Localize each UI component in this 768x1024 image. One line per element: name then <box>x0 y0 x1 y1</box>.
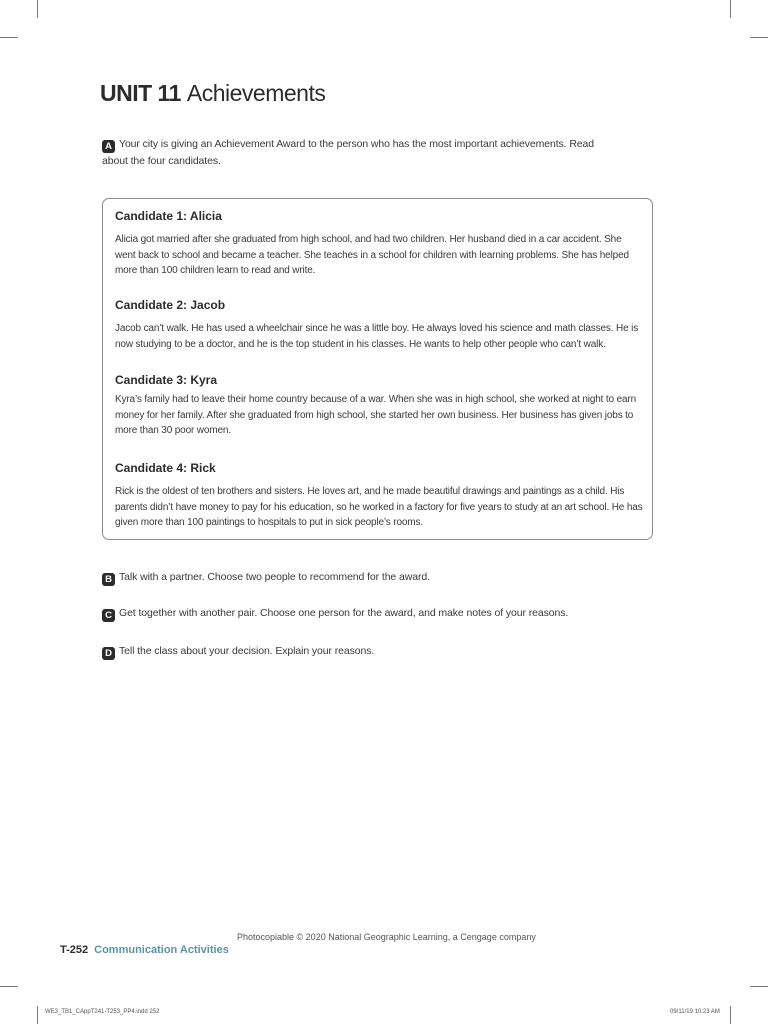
candidate-title: Candidate 2: Jacob <box>115 298 226 312</box>
task-a <box>102 136 622 169</box>
task-d-text: Tell the class about your decision. Explain your reasons. <box>119 645 375 657</box>
task-c-text: Get together with another pair. Choose one person for the award, and make notes of your reasons. <box>119 607 569 619</box>
task-a-text: Your city is giving an Achievement Award to the person who has the most important achievements. Read about the four candidates. <box>102 138 595 167</box>
crop-mark-right-upper <box>750 37 768 38</box>
candidate-description: Rick is the oldest of ten brothers and sisters. He loves art, and he made beautiful drawings and paintings as a child. His parents didn’t have money to pay for his education, so he worked in a factory for five years to study at an art school. He has given more than 100 paintings to hospitals to put in sick people’s rooms. <box>115 486 643 528</box>
crop-mark-bottom-right <box>730 1006 731 1024</box>
candidate-title: Candidate 3: Kyra <box>115 373 218 387</box>
crop-mark-bottom-left <box>37 1006 38 1024</box>
unit-title: Achievements <box>186 80 326 106</box>
page-number: T-252 <box>60 944 89 956</box>
crop-mark-left-lower <box>0 986 18 987</box>
candidate-description: Alicia got married after she graduated from high school, and had two children. Her husband died in a car accident. She went back to school and became a teacher. She teaches in a school for children with learning problems. She has helped more than 100 children learn to read and write. <box>115 234 629 276</box>
copyright-notice: Photocopiable © 2020 National Geographic Learning, a Cengage company <box>237 932 536 942</box>
crop-mark-top-right <box>730 0 731 18</box>
crop-mark-top-left <box>37 0 38 18</box>
slug-filename: WE3_TB1_CAppT241-T253_PP4.indd 252 <box>45 1009 160 1015</box>
task-letter-badge: B <box>102 573 115 586</box>
task-b-text: Talk with a partner. Choose two people to recommend for the award. <box>119 571 430 583</box>
page-footer <box>60 944 229 956</box>
task-b <box>102 569 430 586</box>
unit-number: UNIT 11 <box>100 80 181 106</box>
crop-mark-left-upper <box>0 37 18 38</box>
crop-mark-right-lower <box>750 986 768 987</box>
candidate-description: Jacob can’t walk. He has used a wheelchair since he was a little boy. He always loved his science and math classes. He is now studying to be a doctor, and he is the top student in his classes. He wants to help other people who can’t walk. <box>115 323 639 350</box>
task-d <box>102 643 374 660</box>
task-c <box>102 605 568 622</box>
task-letter-badge: C <box>102 609 115 622</box>
task-letter-badge: D <box>102 647 115 660</box>
candidate-title: Candidate 1: Alicia <box>115 209 222 223</box>
section-name: Communication Activities <box>94 944 229 956</box>
candidate-title: Candidate 4: Rick <box>115 461 216 475</box>
candidates-box <box>102 198 653 540</box>
candidate-description: Kyra’s family had to leave their home country because of a war. When she was in high school, she worked at night to earn money for her family. After she graduated from high school, she started her own business. Her business has given jobs to more than 30 poor women. <box>115 394 636 436</box>
page-title <box>100 80 325 107</box>
task-letter-badge: A <box>102 140 115 153</box>
slug-datetime: 09/11/19 10:23 AM <box>670 1009 720 1015</box>
